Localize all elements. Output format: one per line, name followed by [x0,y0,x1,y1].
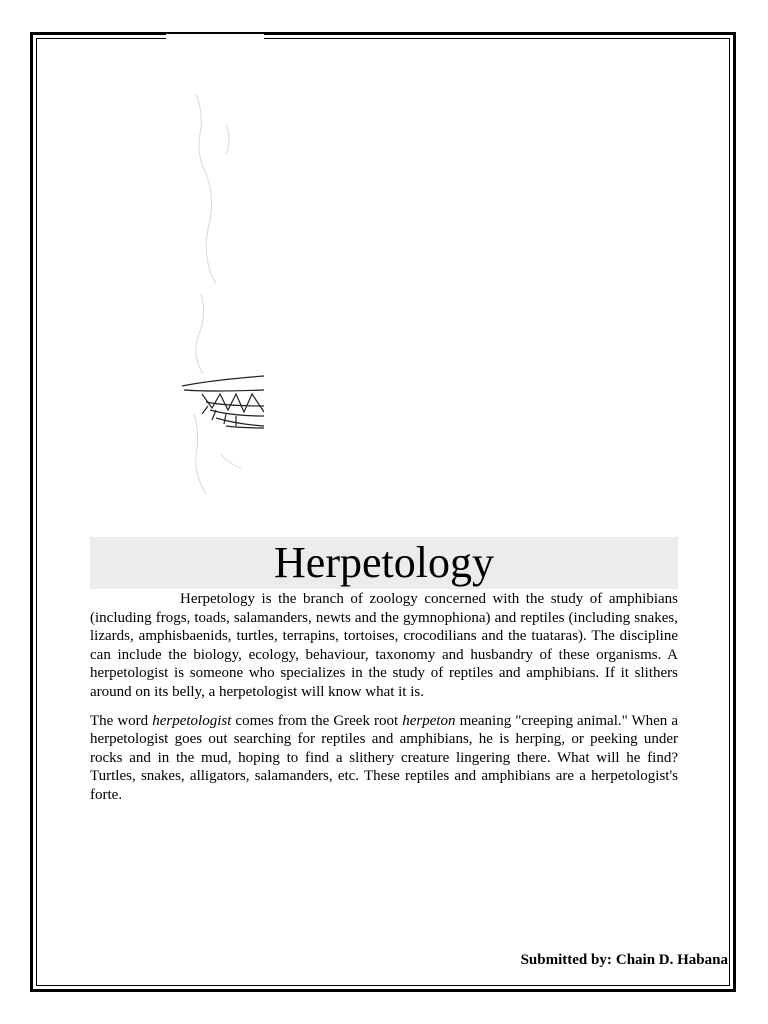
submitted-label: Submitted by: [520,952,612,968]
paragraph-intro: Herpetology is the branch of zoology concerned with the study of amphibians (including frogs, toads, salamanders, newts and the gymnophiona) and reptiles (including snakes, lizards, amphisbaenids, turtles, terrapins, tortoises, crocodilians and the tuataras). The discipline can include the biology, ecology, behaviour, taxonomy and husbandry of these organisms. A herpetologist is someone who specializes in the study of reptiles and amphibians. If it slithers around on its belly, a herpetologist will know what it is. [90,591,678,700]
paragraph-etymology [90,712,678,805]
page-border-inner [36,38,730,986]
etymology-text-1: The word [90,712,153,729]
submitted-name: Chain D. Habana [615,952,728,968]
term-herpeton: herpeton [402,712,456,729]
etymology-text-3: meaning "creeping animal." When a herpetologist goes out searching for reptiles and amphibians, he is herping, or peeking under rocks and in the mud, hoping to find a slithery creature lingering there. What will he find? Turtles, snakes, alligators, salamanders, etc. These reptiles and amphibians are a herpetologist's forte. [90,712,678,803]
page-title: Herpetology [274,538,494,587]
reptile-sketch-image [166,34,264,504]
body-text [90,590,678,815]
submitted-by [521,952,728,969]
sketch-drawing [166,34,264,504]
etymology-text-2: comes from the Greek root [231,712,403,729]
term-herpetologist: herpetologist [152,712,232,729]
